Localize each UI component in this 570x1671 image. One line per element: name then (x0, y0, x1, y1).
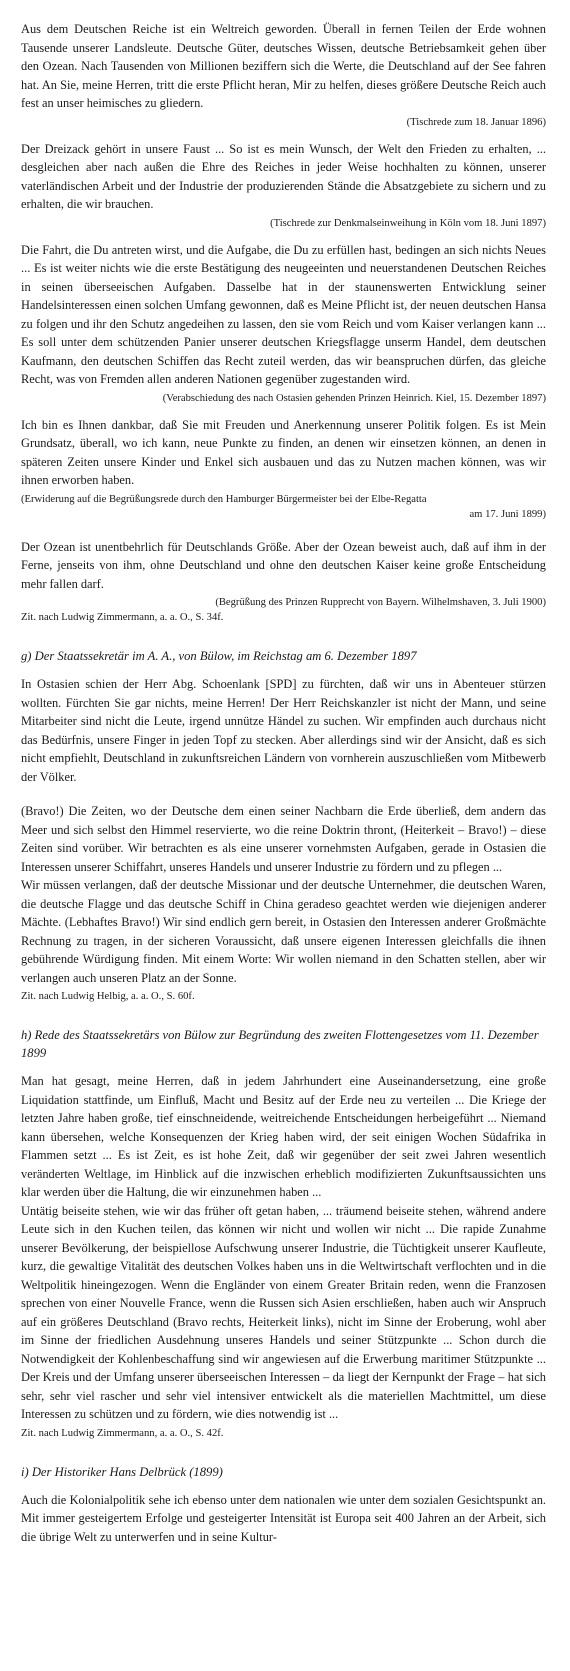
source-citation: (Verabschiedung des nach Ostasien gehenden Prinzen Heinrich. Kiel, 15. Dezember 1897) (162, 392, 546, 404)
quote-paragraph: Die Fahrt, die Du antreten wirst, und die Aufgabe, die Du zu erfüllen hast, bedingen an sich nichts Neues ... Es ist weiter nichts wie die erste Bestätigung des neugeeinten und neuerstandenen Deutschen Reiches in seinen überseeischen Aufgaben. Dasselbe hat in der staunenswerten Entwicklung seiner Handelsinteressen einen solchen Umfang gewonnen, daß es Meine Pflicht ist, der neuen deutschen Hansa zu folgen und ihr den Schutz angedeihen zu lassen, den sie vom Reich und vom Kaiser verlangen kann ... Es soll unter dem schützenden Panier unserer deutschen Kriegsflagge unserm Handel, dem deutschen Kaufmann, den deutschen Schiffen das Recht zuteil werden, das wir beanspruchen dürfen, das gleiche Recht, was von Fremden allen anderen Nationen gegenüber zugestanden wird. (21, 242, 546, 386)
quote-paragraph: Der Ozean ist unentbehrlich für Deutschlands Größe. Aber der Ozean beweist auch, daß auf ihm in der Ferne, jenseits von ihm, ohne Deutschland und ohne den deutschen Kaiser keine große Entscheidung mehr fallen darf. (21, 539, 546, 591)
speech-paragraph: In Ostasien schien der Herr Abg. Schoenlank [SPD] zu fürchten, daß wir uns in Abenteuer stürzen wollten. Fürchten Sie gar nichts, meine Herren! Der Herr Reichskanzler ist nicht der Mann, und seine Mitarbeiter sind nicht die Leute, irgend unnütze Händel zu suchen. Wir empfinden auch durchaus nicht das Bedürfnis, unsere Finger in jeden Topf zu stecken. Aber allerdings sind wir der Ansicht, daß es sich nicht empfiehlt, Deutschland in zukunftsreichen Ländern von vornherein auszuschließen vom Mitbewerb der Völker. (21, 677, 546, 784)
source-citation-date: am 17. Juni 1899) (469, 508, 546, 520)
reference-note: Zit. nach Ludwig Helbig, a. a. O., S. 60f. (21, 991, 195, 1002)
quote-paragraph: Ich bin es Ihnen dankbar, daß Sie mit Freuden und Anerkennung unserer Politik folgen. Es ist Mein Grundsatz, überall, wo ich kann, neue Punkte zu finden, an denen wir einsetzen können, an denen in späteren Zeiten unsere Kinder und Enkel sich ausbauen und das zu Nutzen machen können, was wir ihnen erworben haben. (21, 417, 546, 487)
quote-paragraph: Auch die Kolonialpolitik sehe ich ebenso unter dem nationalen wie unter dem sozialen Gesichtspunkt an. Mit immer gesteigertem Erfolge und gesteigerter Intensität ist Europa seit 400 Jahren an der Arbeit, sich die übrige Welt zu unterwerfen und in seine Kultur- (21, 1492, 546, 1544)
reference-note: Zit. nach Ludwig Zimmermann, a. a. O., S. 34f. (21, 612, 224, 623)
section-heading: h) Rede des Staatssekretärs von Bülow zur Begründung des zweiten Flottengesetzes vom 11. Dezember 1899 (21, 1028, 539, 1060)
reference-note: Zit. nach Ludwig Zimmermann, a. a. O., S. 42f. (21, 1427, 224, 1439)
speech-paragraph: Wir müssen verlangen, daß der deutsche Missionar und der deutsche Unternehmer, die deutschen Waren, die deutsche Flagge und das deutsche Schiff in China geradeso geachtet werden wie diejenigen anderer Mächte. (Lebhaftes Bravo!) Wir sind endlich gern bereit, in Ostasien den Interessen anderer Großmächte Rechnung zu tragen, in der sicheren Voraussicht, daß unsere eigenen Interessen gleichfalls die ihnen gebührende Würdigung finden. Mit einem Worte: Wir wollen niemand in den Schatten stellen, aber wir verlangen auch unseren Platz an der Sonne. (21, 878, 546, 985)
quote-paragraph: Der Dreizack gehört in unsere Faust ... So ist es mein Wunsch, der Welt den Frieden zu erhalten, ... desgleichen aber nach außen die Ehre des Reiches in jeder Weise hochhalten zu können, unserer vaterländischen Arbeit und der Industrie der produzierenden Stände die Absatzgebiete zu sichern und zu erhalten, die wir brauchen. (21, 141, 546, 211)
source-citation: (Erwiderung auf die Begrüßungsrede durch den Hamburger Bürgermeister bei der Elbe-Regatta (21, 493, 427, 505)
speech-paragraph: Untätig beiseite stehen, wie wir das früher oft getan haben, ... träumend beiseite stehen, während andere Leute sich in den Kuchen teilen, das können wir nicht und wollen wir nicht ... Die rapide Zunahme unserer Bevölkerung, der beispiellose Aufschwung unserer Industrie, die Tüchtigkeit unserer Kaufleute, kurz, die gewaltige Vitalität des deutschen Volkes haben uns in die Weltwirtschaft verflochten und in die Weltpolitik hineingezogen. Wenn die Engländer von einem Greater Britain reden, wenn die Franzosen sprechen von einer Nouvelle France, wenn die Russen sich Asien erschließen, haben auch wir Anspruch auf ein größeres Deutschland (Bravo rechts, Heiterkeit links), nicht im Sinne der Eroberung, wohl aber im Sinne der friedlichen Ausdehnung unseres Handels und seiner Stützpunkte ... Schon durch die Notwendigkeit der Kohlenbeschaffung sind wir angewiesen auf die Erwerbung maritimer Stützpunkte ... Der Kreis und der Umfang unserer überseeischen Interessen – da liegt der Kernpunkt der Frage – hat sich sehr, sehr viel rascher und sehr viel intensiver entwickelt als die materiellen Machtmittel, um diese Interessen zu schützen und zu fördern, wie dies notwendig ist ... (21, 1203, 546, 1421)
quote-paragraph: Aus dem Deutschen Reiche ist ein Weltreich geworden. Überall in fernen Teilen der Erde wohnen Tausende unserer Landsleute. Deutsche Güter, deutsches Wissen, deutsche Betriebsamkeit gehen über den Ozean. Nach Tausenden von Millionen beziffern sich die Werte, die Deutschland auf der See fahren hat. An Sie, meine Herren, tritt die erste Pflicht heran, Mir zu helfen, dieses größere Deutsche Reich auch fest an unser heimisches zu gliedern. (21, 22, 546, 110)
speech-paragraph: Man hat gesagt, meine Herren, daß in jedem Jahrhundert eine Auseinandersetzung, eine große Liquidation stattfinde, um Einfluß, Macht und Besitz auf der Erde neu zu verteilen ... Die Kriege der letzten Jahre haben große, tief einschneidende, weitreichende Entscheidungen herbeigeführt ... Niemand kann übersehen, welche Konsequenzen der Krieg haben wird, der seit einigen Wochen Südafrika in Flammen setzt ... Es ist Zeit, es ist hohe Zeit, daß wir gegenüber der seit zwei Jahren wesentlich veränderten Weltlage, im Hinblick auf die inzwischen erheblich modifizierten Zukunftsaussichten uns klar werden über die Haltung, die wir einzunehmen haben ... (21, 1074, 546, 1199)
section-heading: i) Der Historiker Hans Delbrück (1899) (21, 1464, 223, 1479)
section-heading: g) Der Staatssekretär im A. A., von Bülow, im Reichstag am 6. Dezember 1897 (21, 649, 417, 663)
source-citation: (Tischrede zur Denkmalseinweihung in Köln vom 18. Juni 1897) (270, 217, 546, 229)
speech-paragraph: (Bravo!) Die Zeiten, wo der Deutsche dem einen seiner Nachbarn die Erde überließ, dem andern das Meer und sich selbst den Himmel reservierte, wo die reine Doktrin thront, (Heiterkeit – Bravo!) – diese Zeiten sind vorüber. Wir betrachten es als eine unserer vornehmsten Aufgaben, gerade in Ostasien die Interessen unserer Schiffahrt, unseres Handels und unserer Industrie zu fördern und zu pflegen ... (21, 804, 546, 874)
source-citation: (Tischrede zum 18. Januar 1896) (406, 116, 546, 128)
source-citation: (Begrüßung des Prinzen Rupprecht von Bayern. Wilhelmshaven, 3. Juli 1900) (215, 597, 546, 608)
